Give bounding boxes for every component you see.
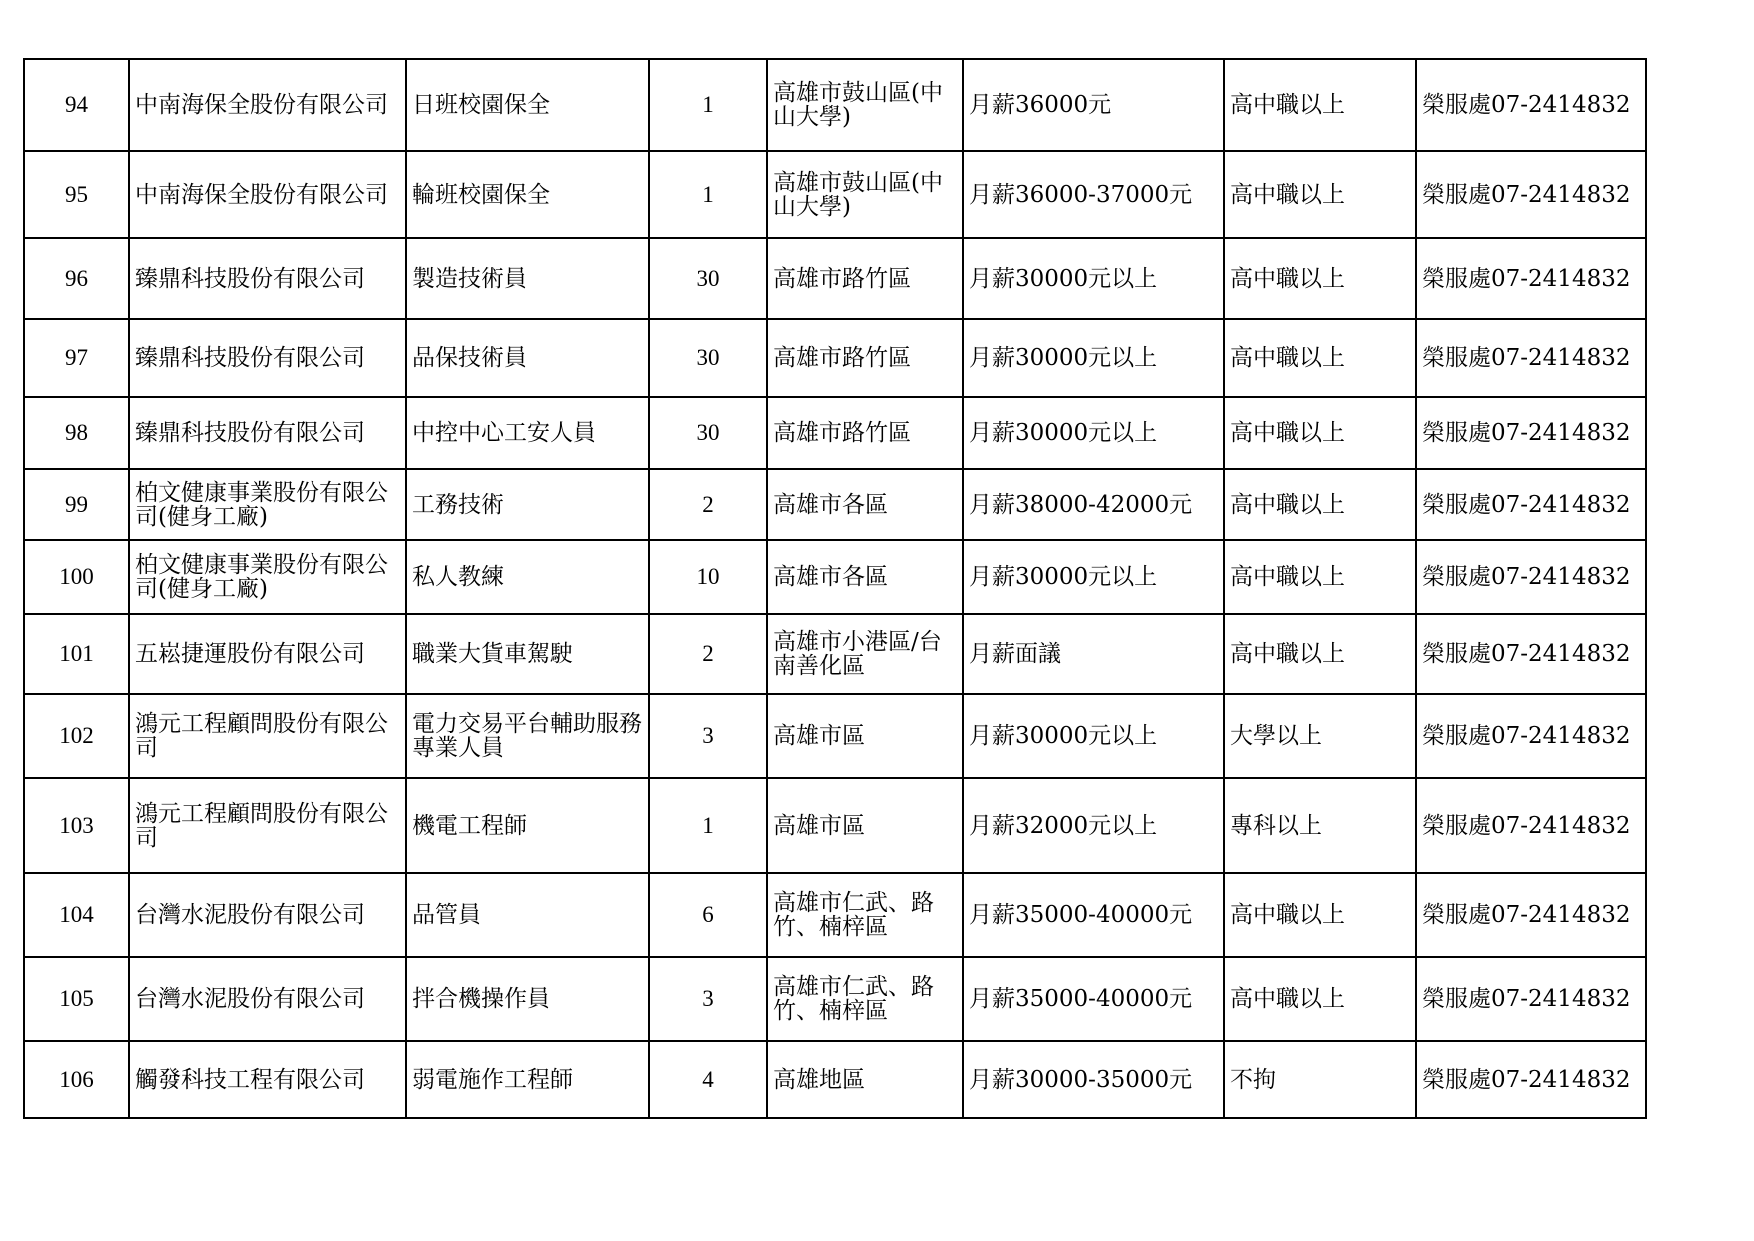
job-title-cell: 製造技術員: [406, 238, 649, 319]
row-number-cell: 98: [24, 397, 129, 469]
company-name-cell: 柏文健康事業股份有限公司(健身工廠): [129, 540, 406, 614]
row-number-cell: 106: [24, 1041, 129, 1118]
row-number-cell: 101: [24, 614, 129, 694]
work-location-cell: 高雄市仁武、路竹、楠梓區: [767, 873, 963, 957]
job-title-cell: 中控中心工安人員: [406, 397, 649, 469]
row-number-cell: 103: [24, 778, 129, 873]
table-row: [24, 694, 1646, 778]
openings-count-cell: 30: [649, 319, 767, 397]
job-title-cell: 拌合機操作員: [406, 957, 649, 1041]
salary-cell: 月薪38000-42000元: [963, 469, 1224, 540]
contact-info-cell: 榮服處07-2414832: [1416, 540, 1646, 614]
salary-cell: 月薪30000元以上: [963, 319, 1224, 397]
row-number-cell: 100: [24, 540, 129, 614]
openings-count-cell: 3: [649, 694, 767, 778]
work-location-cell: 高雄市鼓山區(中山大學): [767, 151, 963, 238]
job-title-cell: 弱電施作工程師: [406, 1041, 649, 1118]
row-number-cell: 97: [24, 319, 129, 397]
work-location-cell: 高雄市路竹區: [767, 238, 963, 319]
salary-cell: 月薪36000-37000元: [963, 151, 1224, 238]
table-row: [24, 614, 1646, 694]
company-name-cell: 中南海保全股份有限公司: [129, 59, 406, 151]
education-requirement-cell: 高中職以上: [1224, 873, 1416, 957]
education-requirement-cell: 高中職以上: [1224, 397, 1416, 469]
education-requirement-cell: 高中職以上: [1224, 238, 1416, 319]
row-number-cell: 105: [24, 957, 129, 1041]
salary-cell: 月薪36000元: [963, 59, 1224, 151]
table-row: [24, 1041, 1646, 1118]
openings-count-cell: 1: [649, 151, 767, 238]
company-name-cell: 柏文健康事業股份有限公司(健身工廠): [129, 469, 406, 540]
row-number-cell: 99: [24, 469, 129, 540]
contact-info-cell: 榮服處07-2414832: [1416, 238, 1646, 319]
work-location-cell: 高雄市仁武、路竹、楠梓區: [767, 957, 963, 1041]
work-location-cell: 高雄市路竹區: [767, 319, 963, 397]
contact-info-cell: 榮服處07-2414832: [1416, 873, 1646, 957]
row-number-cell: 96: [24, 238, 129, 319]
job-rows: [24, 59, 1646, 1118]
openings-count-cell: 1: [649, 778, 767, 873]
table-row: [24, 540, 1646, 614]
table-row: [24, 469, 1646, 540]
company-name-cell: 台灣水泥股份有限公司: [129, 957, 406, 1041]
job-title-cell: 機電工程師: [406, 778, 649, 873]
salary-cell: 月薪30000元以上: [963, 540, 1224, 614]
contact-info-cell: 榮服處07-2414832: [1416, 319, 1646, 397]
contact-info-cell: 榮服處07-2414832: [1416, 151, 1646, 238]
education-requirement-cell: 高中職以上: [1224, 469, 1416, 540]
table-row: [24, 238, 1646, 319]
job-title-cell: 日班校園保全: [406, 59, 649, 151]
company-name-cell: 臻鼎科技股份有限公司: [129, 319, 406, 397]
job-title-cell: 工務技術: [406, 469, 649, 540]
education-requirement-cell: 不拘: [1224, 1041, 1416, 1118]
education-requirement-cell: 高中職以上: [1224, 319, 1416, 397]
table-row: [24, 778, 1646, 873]
row-number-cell: 104: [24, 873, 129, 957]
work-location-cell: 高雄市小港區/台南善化區: [767, 614, 963, 694]
education-requirement-cell: 專科以上: [1224, 778, 1416, 873]
job-title-cell: 輪班校園保全: [406, 151, 649, 238]
row-number-cell: 95: [24, 151, 129, 238]
openings-count-cell: 2: [649, 469, 767, 540]
openings-count-cell: 3: [649, 957, 767, 1041]
table-row: [24, 957, 1646, 1041]
company-name-cell: 鴻元工程顧問股份有限公司: [129, 778, 406, 873]
work-location-cell: 高雄市各區: [767, 469, 963, 540]
work-location-cell: 高雄市各區: [767, 540, 963, 614]
openings-count-cell: 10: [649, 540, 767, 614]
openings-count-cell: 6: [649, 873, 767, 957]
work-location-cell: 高雄市區: [767, 694, 963, 778]
contact-info-cell: 榮服處07-2414832: [1416, 59, 1646, 151]
work-location-cell: 高雄市鼓山區(中山大學): [767, 59, 963, 151]
company-name-cell: 觸發科技工程有限公司: [129, 1041, 406, 1118]
education-requirement-cell: 高中職以上: [1224, 957, 1416, 1041]
company-name-cell: 臻鼎科技股份有限公司: [129, 397, 406, 469]
salary-cell: 月薪32000元以上: [963, 778, 1224, 873]
company-name-cell: 台灣水泥股份有限公司: [129, 873, 406, 957]
job-title-cell: 職業大貨車駕駛: [406, 614, 649, 694]
education-requirement-cell: 高中職以上: [1224, 151, 1416, 238]
job-title-cell: 私人教練: [406, 540, 649, 614]
salary-cell: 月薪30000元以上: [963, 238, 1224, 319]
openings-count-cell: 30: [649, 238, 767, 319]
company-name-cell: 鴻元工程顧問股份有限公司: [129, 694, 406, 778]
salary-cell: 月薪面議: [963, 614, 1224, 694]
company-name-cell: 中南海保全股份有限公司: [129, 151, 406, 238]
table-row: [24, 397, 1646, 469]
salary-cell: 月薪30000元以上: [963, 694, 1224, 778]
table-row: [24, 319, 1646, 397]
job-title-cell: 品管員: [406, 873, 649, 957]
education-requirement-cell: 高中職以上: [1224, 540, 1416, 614]
contact-info-cell: 榮服處07-2414832: [1416, 778, 1646, 873]
job-listing-table: [23, 58, 1647, 1119]
salary-cell: 月薪30000-35000元: [963, 1041, 1224, 1118]
salary-cell: 月薪30000元以上: [963, 397, 1224, 469]
work-location-cell: 高雄市路竹區: [767, 397, 963, 469]
openings-count-cell: 2: [649, 614, 767, 694]
contact-info-cell: 榮服處07-2414832: [1416, 397, 1646, 469]
contact-info-cell: 榮服處07-2414832: [1416, 469, 1646, 540]
table-row: [24, 59, 1646, 151]
education-requirement-cell: 大學以上: [1224, 694, 1416, 778]
table-row: [24, 151, 1646, 238]
openings-count-cell: 30: [649, 397, 767, 469]
job-title-cell: 品保技術員: [406, 319, 649, 397]
row-number-cell: 94: [24, 59, 129, 151]
row-number-cell: 102: [24, 694, 129, 778]
company-name-cell: 五崧捷運股份有限公司: [129, 614, 406, 694]
education-requirement-cell: 高中職以上: [1224, 614, 1416, 694]
education-requirement-cell: 高中職以上: [1224, 59, 1416, 151]
work-location-cell: 高雄市區: [767, 778, 963, 873]
salary-cell: 月薪35000-40000元: [963, 873, 1224, 957]
salary-cell: 月薪35000-40000元: [963, 957, 1224, 1041]
table-row: [24, 873, 1646, 957]
contact-info-cell: 榮服處07-2414832: [1416, 1041, 1646, 1118]
job-title-cell: 電力交易平台輔助服務專業人員: [406, 694, 649, 778]
contact-info-cell: 榮服處07-2414832: [1416, 957, 1646, 1041]
contact-info-cell: 榮服處07-2414832: [1416, 614, 1646, 694]
work-location-cell: 高雄地區: [767, 1041, 963, 1118]
openings-count-cell: 4: [649, 1041, 767, 1118]
contact-info-cell: 榮服處07-2414832: [1416, 694, 1646, 778]
openings-count-cell: 1: [649, 59, 767, 151]
company-name-cell: 臻鼎科技股份有限公司: [129, 238, 406, 319]
